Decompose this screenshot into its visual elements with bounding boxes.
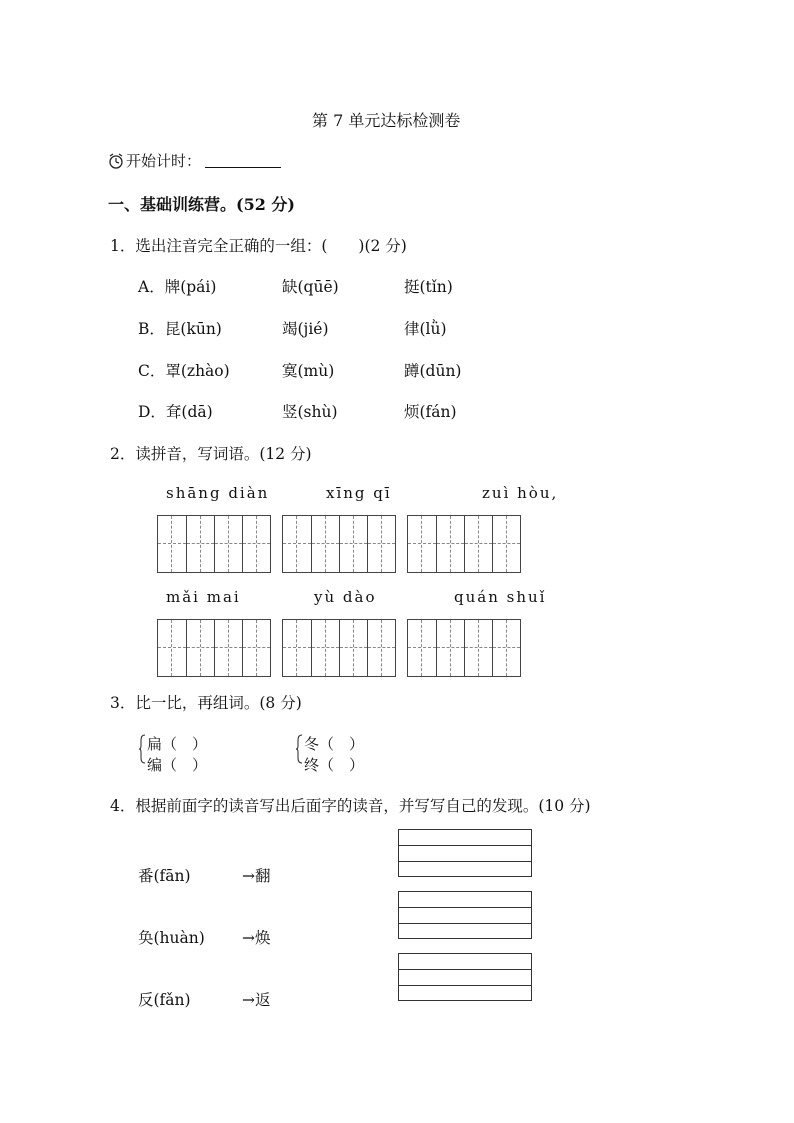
brace-icon xyxy=(296,734,302,764)
writing-grid[interactable] xyxy=(407,515,521,573)
source-char: 番(fān) xyxy=(138,867,191,885)
compare-item[interactable]: 扁（ ） xyxy=(147,735,208,753)
compare-item[interactable]: 终（ ） xyxy=(304,756,365,774)
pinyin-1: shāng diàn xyxy=(166,484,270,502)
section-heading: 一、基础训练营。(52 分) xyxy=(108,195,295,214)
compare-item[interactable]: 冬（ ） xyxy=(304,735,365,753)
option-b-b: 竭(jié) xyxy=(282,320,329,338)
option-d[interactable]: D．耷(dā) xyxy=(138,403,213,421)
timer-blank[interactable] xyxy=(205,153,281,168)
timer-label: 开始计时： xyxy=(126,152,202,170)
pinyin-6: quán shuǐ xyxy=(454,588,547,606)
option-c-c: 蹲(dūn) xyxy=(404,362,462,380)
answer-box[interactable] xyxy=(398,953,532,1001)
compare-item[interactable]: 编（ ） xyxy=(147,756,208,774)
pinyin-5: yù dào xyxy=(314,588,377,606)
option-d-c: 烦(fán) xyxy=(404,403,457,421)
question-4: 4．根据前面字的读音写出后面字的读音，并写写自己的发现。(10 分) xyxy=(110,797,591,815)
option-c-b: 寞(mù) xyxy=(282,362,335,380)
question-2: 2．读拼音，写词语。(12 分) xyxy=(110,445,312,463)
answer-box[interactable] xyxy=(398,829,532,877)
writing-grid[interactable] xyxy=(282,619,396,677)
option-b-c: 律(lǜ) xyxy=(404,320,447,338)
source-char: 奂(huàn) xyxy=(138,929,205,947)
target-char: →翻 xyxy=(242,867,271,885)
clock-icon xyxy=(108,153,124,169)
timer-row xyxy=(108,150,281,171)
writing-grid[interactable] xyxy=(407,619,521,677)
option-a-c: 挺(tǐn) xyxy=(404,278,453,296)
writing-grid[interactable] xyxy=(157,515,271,573)
pinyin-3: zuì hòu, xyxy=(482,484,559,502)
option-c[interactable]: C．罩(zhào) xyxy=(138,362,230,380)
option-a-b: 缺(qūē) xyxy=(282,278,339,296)
target-char: →焕 xyxy=(242,929,271,947)
question-1: 1．选出注音完全正确的一组：( )(2 分) xyxy=(110,237,407,255)
target-char: →返 xyxy=(242,991,271,1009)
pinyin-2: xīng qī xyxy=(326,484,392,502)
pinyin-4: mǎi mai xyxy=(166,588,241,606)
brace-icon xyxy=(139,734,145,764)
option-a[interactable]: A．牌(pái) xyxy=(138,278,217,296)
writing-grid[interactable] xyxy=(157,619,271,677)
option-d-b: 竖(shù) xyxy=(282,403,338,421)
writing-grid[interactable] xyxy=(282,515,396,573)
question-3: 3．比一比，再组词。(8 分) xyxy=(110,694,302,712)
option-b[interactable]: B．昆(kūn) xyxy=(138,320,222,338)
source-char: 反(fǎn) xyxy=(138,991,191,1009)
page-title: 第 7 单元达标检测卷 xyxy=(312,111,461,130)
answer-box[interactable] xyxy=(398,891,532,939)
